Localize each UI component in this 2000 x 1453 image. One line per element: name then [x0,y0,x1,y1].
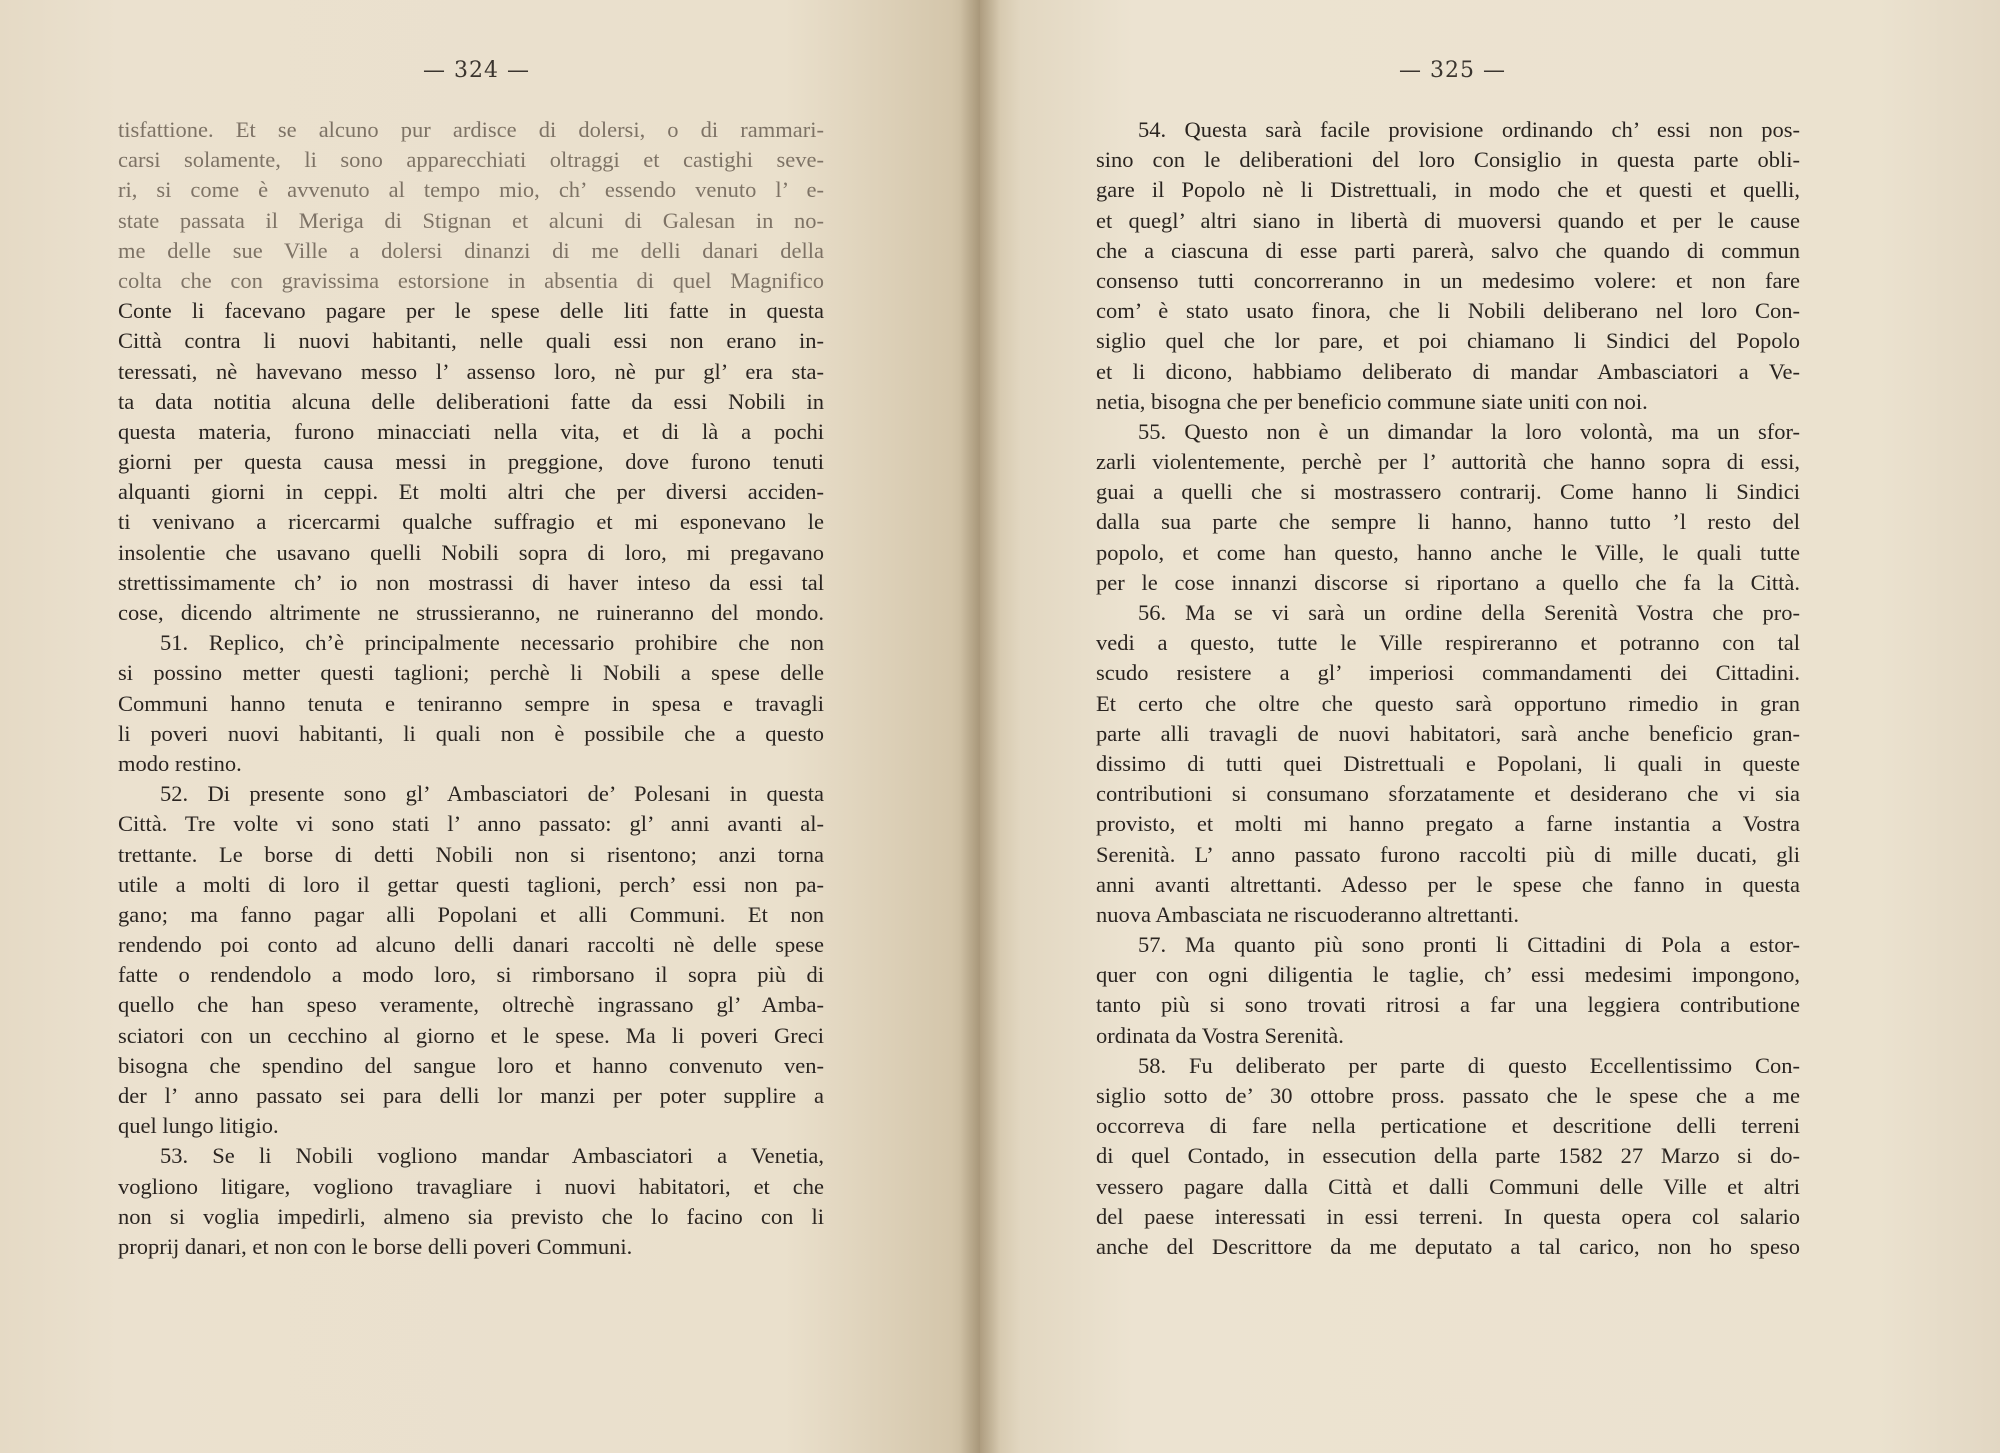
text-line: Et certo che oltre che questo sarà opportuno rimedio in gran [1096,690,1800,716]
text-line: sciatori con un cecchino al giorno et le spese. Ma li poveri Greci [118,1022,824,1048]
text-line: nuova Ambasciata ne riscuoderanno altrettanti. [1096,901,1519,927]
text-line: ti venivano a ricercarmi qualche suffragio et mi esponevano le [118,509,824,535]
text-line: Città contra li nuovi habitanti, nelle quali essi non erano in- [118,328,824,354]
page-number-right: — 325 — [1399,58,1506,83]
text-line: bisogna che spendino del sangue loro et hanno convenuto ven- [118,1052,824,1078]
text-line: quel lungo litigio. [118,1113,279,1139]
text-line: contributioni si consumano sforzatamente et desiderano che vi sia [1096,781,1800,807]
text-line: del paese interessati in essi terreni. In questa opera col salario [1096,1203,1800,1229]
text-line: Conte li facevano pagare per le spese delle liti fatte in questa [118,298,824,324]
text-line: rendendo poi conto ad alcuno delli danari raccolti nè delle spese [118,932,824,958]
text-line: Communi hanno tenuta e teniranno sempre in spesa e travagli [118,690,824,716]
text-line: 54. Questa sarà facile provisione ordinando ch’ essi non pos- [1138,117,1800,142]
text-line: quer con ogni diligentia le taglie, ch’ essi medesimi impongono, [1096,962,1800,988]
text-line: li poveri nuovi habitanti, li quali non è possibile che a questo [118,720,824,746]
text-line: non si voglia impedirli, almeno sia previsto che lo facino con li [118,1203,824,1229]
text-line: consenso tutti concorreranno in un medesimo volere: et non fare [1096,267,1800,293]
text-line: insolentie che usavano quelli Nobili sopra di loro, mi pregavano [118,539,824,565]
text-line: cose, dicendo altrimente ne strussieranno, ne ruineranno del mondo. [118,600,824,625]
text-line: 52. Di presente sono gl’ Ambasciatori de’ Polesani in questa [160,781,824,807]
text-line: com’ è stato usato finora, che li Nobili deliberano nel loro Con- [1096,298,1800,324]
text-line: di quel Contado, in essecution della parte 1582 27 Marzo si do- [1096,1143,1800,1169]
text-line: 51. Replico, ch’è principalmente necessario prohibire che non [160,630,824,656]
left-page-text [118,115,824,1262]
text-line: quello che han speso veramente, oltrechè ingrassano gl’ Amba- [118,992,824,1018]
text-line: proprij danari, et non con le borse delli poveri Communi. [118,1233,633,1259]
text-line: siglio sotto de’ 30 ottobre pross. passato che le spese che a me [1096,1083,1800,1108]
text-line: strettissimamente ch’ io non mostrassi di haver inteso da essi tal [118,569,824,595]
text-line: questa materia, furono minacciati nella vita, et di là a pochi [118,418,824,444]
text-line: parte alli travagli de nuovi habitatori, sarà anche beneficio gran- [1096,720,1800,746]
text-line: Serenità. L’ anno passato furono raccolti più di mille ducati, gli [1096,841,1800,867]
text-line: netia, bisogna che per beneficio commune siate uniti con noi. [1096,388,1648,414]
text-line: anche del Descrittore da me deputato a tal carico, non ho speso [1096,1233,1800,1259]
text-line: anni avanti altrettanti. Adesso per le spese che fanno in questa [1096,871,1800,897]
text-line: per le cose innanzi discorse si riportano a quello che fa la Città. [1096,569,1800,595]
text-line: occorreva di fare nella perticatione et descritione delli terreni [1096,1113,1800,1139]
text-line: siglio quel che lor pare, et poi chiamano li Sindici del Popolo [1096,328,1800,354]
text-line: vessero pagare dalla Città et dalli Communi delle Ville et altri [1096,1173,1800,1199]
text-line: alquanti giorni in ceppi. Et molti altri che per diversi acciden- [118,479,824,505]
text-line: 55. Questo non è un dimandar la loro volontà, ma un sfor- [1138,418,1800,444]
text-line: tanto più si sono trovati ritrosi a far una leggiera contributione [1096,992,1800,1018]
text-line: 53. Se li Nobili vogliono mandar Ambasciatori a Venetia, [160,1143,824,1169]
book-gutter [960,0,1000,1453]
page-number-left: — 324 — [423,58,530,83]
text-line: guai a quelli che si mostrassero contrarij. Come hanno li Sindici [1096,479,1800,505]
right-page [980,0,2000,1453]
text-line: sino con le deliberationi del loro Consiglio in questa parte obli- [1096,147,1800,173]
text-line: popolo, et come han questo, hanno anche le Ville, le quali tutte [1096,539,1800,565]
right-page-text [1096,115,1800,1262]
text-line: zarli violentemente, perchè per l’ auttorità che hanno sopra di essi, [1096,449,1800,475]
text-line: fatte o rendendolo a modo loro, si rimborsano il sopra più di [118,962,824,988]
text-line: dissimo di tutti quei Distrettuali e Popolani, li quali in queste [1096,750,1800,776]
text-line: gano; ma fanno pagar alli Popolani et alli Communi. Et non [118,901,824,927]
text-line: 58. Fu deliberato per parte di questo Eccellentissimo Con- [1138,1052,1800,1078]
text-line: der l’ anno passato sei para delli lor manzi per poter supplire a [118,1083,824,1108]
text-line: ta data notitia alcuna delle deliberationi fatte da essi Nobili in [118,388,824,414]
text-line: dalla sua parte che sempre li hanno, hanno tutto ’l resto del [1096,509,1800,535]
text-line: ordinata da Vostra Serenità. [1096,1022,1344,1048]
text-line: che a ciascuna di esse parti parerà, salvo che quando di commun [1096,237,1800,263]
text-line: colta che con gravissima estorsione in absentia di quel Magnifico [118,267,824,293]
text-line: provisto, et molti mi hanno pregato a farne instantia a Vostra [1096,811,1800,837]
text-line: trettante. Le borse di detti Nobili non si risentono; anzi torna [118,841,824,867]
text-line: state passata il Meriga di Stignan et alcuni di Galesan in no- [118,207,824,233]
text-line: gare il Popolo nè li Distrettuali, in modo che et questi et quelli, [1096,177,1800,203]
text-line: si possino metter questi taglioni; perchè li Nobili a spese delle [118,660,824,686]
text-line: ri, si come è avvenuto al tempo mio, ch’ essendo venuto l’ e- [118,177,824,203]
text-line: Città. Tre volte vi sono stati l’ anno passato: gl’ anni avanti al- [118,811,824,837]
text-line: et quegl’ altri siano in libertà di muoversi quando et per le cause [1096,207,1800,233]
left-page [0,0,980,1453]
text-line: 57. Ma quanto più sono pronti li Cittadini di Pola a estor- [1138,932,1800,958]
text-line: utile a molti di loro il gettar questi taglioni, perch’ essi non pa- [118,871,824,897]
text-line: teressati, nè havevano messo l’ assenso loro, nè pur gl’ era sta- [118,358,824,384]
text-line: carsi solamente, li sono apparecchiati oltraggi et castighi seve- [118,147,824,173]
text-line: et li dicono, habbiamo deliberato di mandar Ambasciatori a Ve- [1096,358,1800,384]
text-line: giorni per questa causa messi in preggione, dove furono tenuti [118,449,824,475]
text-line: 56. Ma se vi sarà un ordine della Serenità Vostra che pro- [1138,600,1800,625]
text-line: tisfattione. Et se alcuno pur ardisce di dolersi, o di rammari- [118,117,824,142]
text-line: modo restino. [118,750,242,776]
text-line: vogliono litigare, vogliono travagliare i nuovi habitatori, et che [118,1173,824,1199]
text-line: vedi a questo, tutte le Ville respireranno et potranno con tal [1096,630,1800,656]
text-line: me delle sue Ville a dolersi dinanzi di me delli danari della [118,237,824,263]
text-line: scudo resistere a gl’ imperiosi commandamenti dei Cittadini. [1096,660,1800,686]
